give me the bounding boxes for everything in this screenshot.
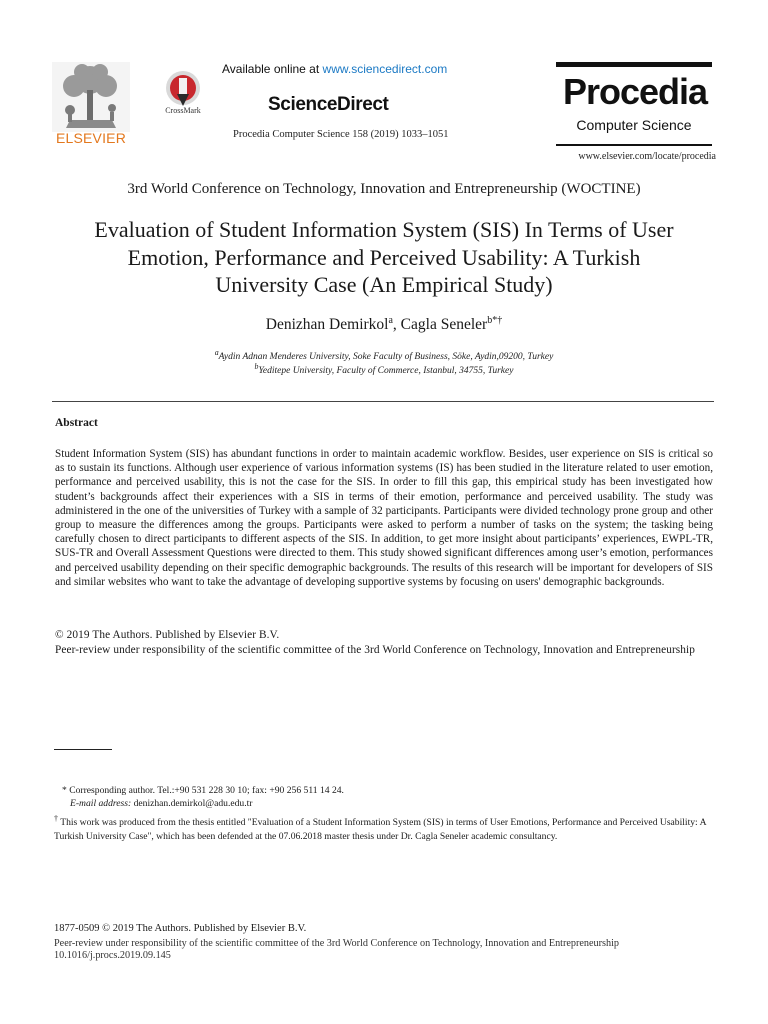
affiliation-b (140, 362, 628, 376)
thesis-footnote (54, 812, 716, 843)
affiliation-a (140, 348, 628, 362)
bottom-copyright: © 2019 The Authors. Published by Elsevier B.V. (99, 923, 307, 934)
affiliation-marker (487, 315, 502, 326)
elsevier-wordmark: ELSEVIER (55, 130, 127, 146)
issn-line (54, 922, 306, 935)
author-name: Denizhan Demirkol (265, 316, 389, 334)
sciencedirect-brand: ScienceDirect (268, 94, 389, 115)
footnote-divider (54, 749, 112, 750)
affiliation-text: Aydin Adnan Menderes University, Soke Faculty of Business, Söke, Aydin,09200, Turkey (218, 352, 554, 363)
procedia-subtitle: Computer Science (576, 117, 692, 133)
procedia-title: Procedia (562, 71, 708, 112)
paper-title (40, 216, 728, 299)
dagger-mark: † (54, 814, 58, 823)
affiliation-sup: b (254, 362, 259, 371)
email-note (70, 798, 252, 809)
available-online (222, 62, 447, 76)
affiliation-letter: b (487, 315, 493, 326)
crossmark-icon[interactable] (160, 70, 206, 110)
journal-reference: Procedia Computer Science 158 (2019) 1033–1051 (233, 129, 449, 140)
affiliation-sup: a (214, 348, 219, 357)
author-list (0, 315, 768, 334)
bottom-peer-review: Peer-review under responsibility of the scientific committee of the 3rd World Conference on Technology, Innovation and Entrepreneurship (54, 938, 620, 949)
title-line: Evaluation of Student Information System (SIS) In Terms of User (94, 217, 674, 242)
title-line: University Case (An Empirical Study) (215, 272, 553, 297)
thesis-note-text: This work was produced from the thesis entitled "Evaluation of a Student Information System (SIS) in terms of User Emotions, Performance and Perceived Usability: A Turkish University Case", which has been defended at the 07.06.2018 master thesis under Dr. Cagla Seneler academic consultancy. (54, 817, 706, 842)
email-label: E-mail address: (70, 798, 132, 809)
conference-name: 3rd World Conference on Technology, Innovation and Entrepreneurship (WOCTINE) (127, 181, 641, 197)
available-prefix: Available online at (222, 62, 323, 76)
abstract-body: Student Information System (SIS) has abundant functions in order to maintain academic workflow. Besides, user experience on SIS is critical so as to sustain its functions. Although user experience of various information systems (IS) has been studied in the literature related to user emotion, performance and perceived usability, this is not the case for the SIS. In order to fill this gap, this empirical study has been investigated how student’s backgrounds affect their experiences with a SIS in terms of their emotion, performance and perceived usability. The study was administered in the one of the universities of Turkey with a sample of 32 participants. Participants were divided technology prone group and other group to measure the differences among the groups. Participants were asked to perform a number of tasks on the system; the tasking being carefully chosen to direct participants to different aspects of the SIS. In addition, to get more insight about participants’ experiences, EWPL-TR, SUS-TR and Overall Assessment Questions were directed to them. This study showed significant differences among user’s emotion, performances and perceived usability depending on their specific demographic backgrounds. The results of this research will be important for developers of SIS and similar websites who want to take the advantage of developing supportive systems by focusing on users' demographic backgrounds. (55, 448, 713, 588)
peer-review-line: Peer-review under responsibility of the scientific committee of the 3rd World Conference on Technology, Innovation and Entrepreneurship (55, 643, 696, 656)
doi-link[interactable]: 10.1016/j.procs.2019.09.145 (54, 950, 171, 961)
abstract-heading: Abstract (55, 417, 98, 429)
affiliation-text: Yeditepe University, Faculty of Commerce, Istanbul, 34755, Turkey (258, 366, 514, 377)
crossmark-label: CrossMark (165, 106, 201, 115)
email-address[interactable]: denizhan.demirkol@adu.edu.tr (131, 798, 253, 809)
sciencedirect-link[interactable]: www.sciencedirect.com (322, 62, 448, 76)
issn-number: 1877-0509 (54, 923, 100, 934)
rights-statement (55, 628, 715, 657)
section-divider (52, 401, 714, 402)
author-name: Cagla Seneler (400, 316, 488, 334)
copyright-line: © 2019 The Authors. Published by Elsevier B.V. (55, 629, 280, 641)
author-separator: , (392, 316, 401, 334)
journal-homepage-link[interactable]: www.elsevier.com/locate/procedia (578, 151, 716, 162)
title-line: Emotion, Performance and Perceived Usability: A Turkish (127, 244, 641, 270)
affiliation-marker: a (388, 315, 393, 326)
footnote-marks: *† (492, 315, 503, 326)
corresponding-author-note: * Corresponding author. Tel.:+90 531 228 30 10; fax: +90 256 511 14 24. (62, 785, 344, 796)
